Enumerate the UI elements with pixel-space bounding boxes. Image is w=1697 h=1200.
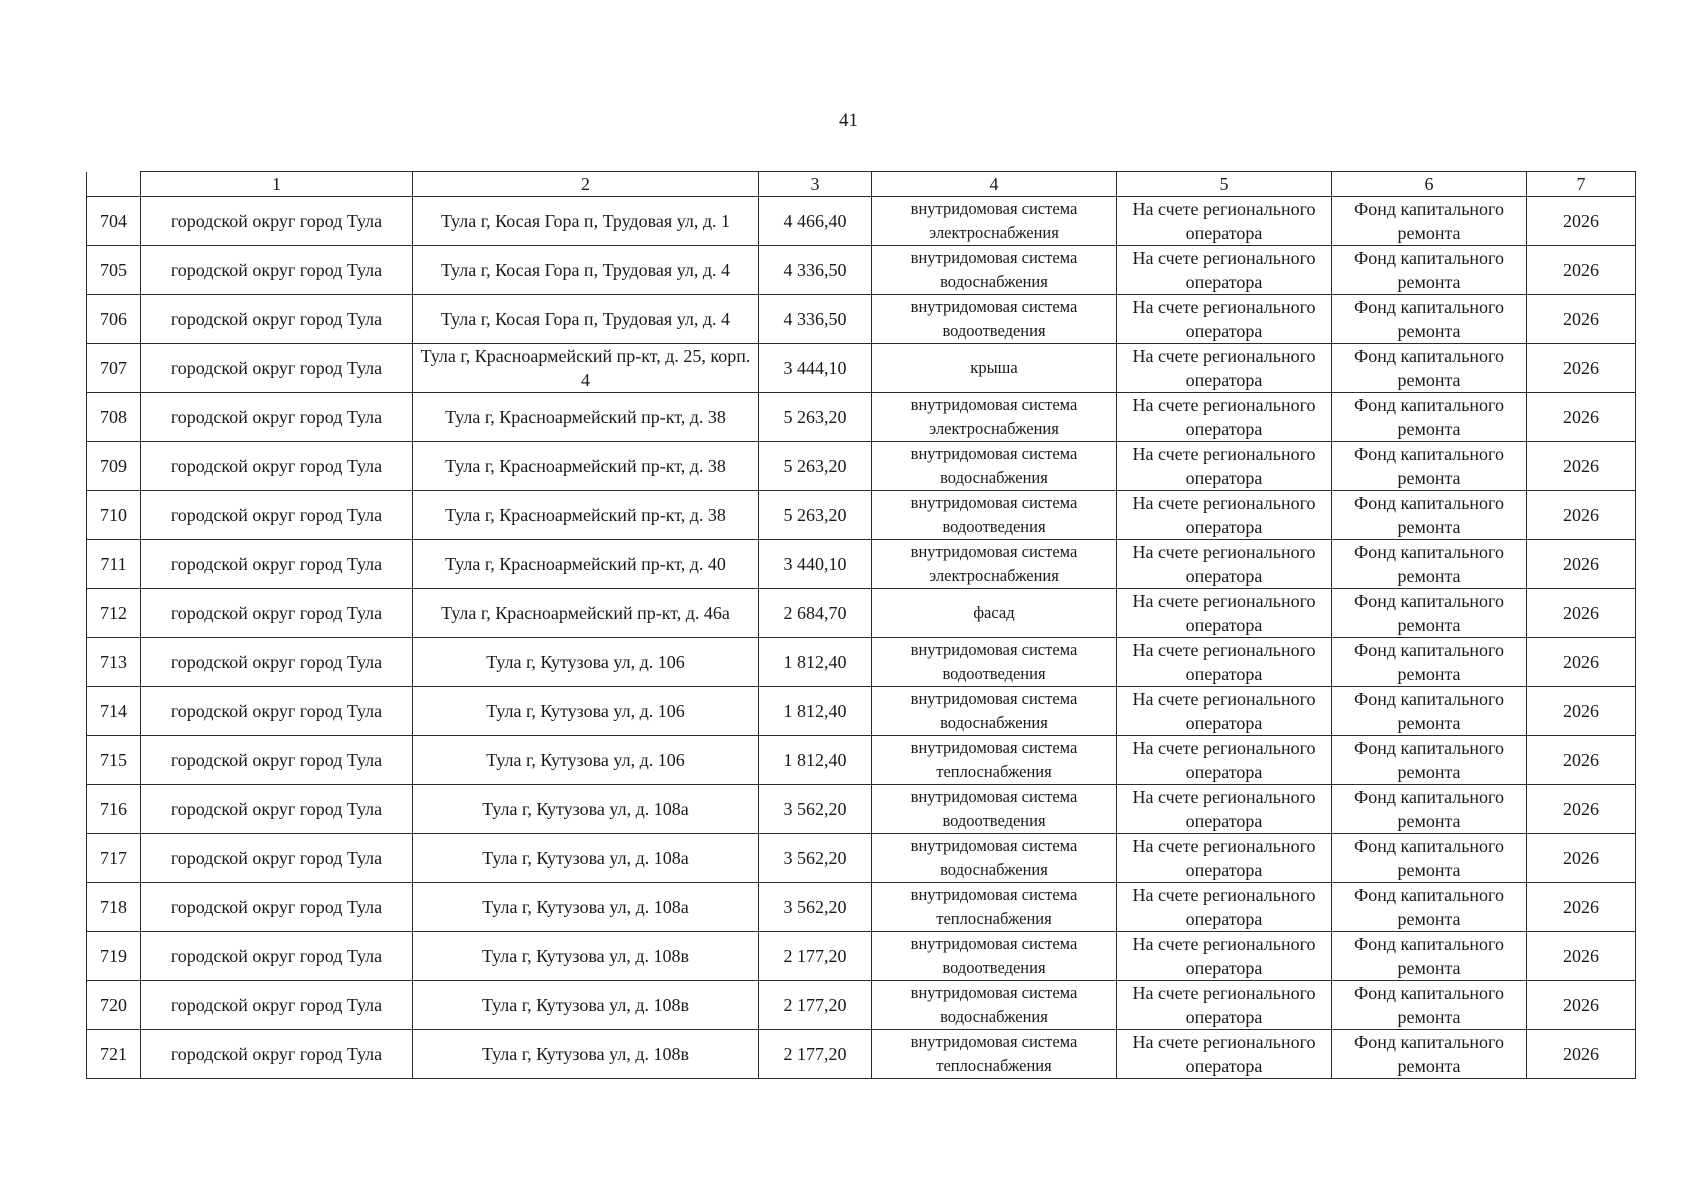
financing-source-cell: Фонд капитального ремонта xyxy=(1332,736,1527,785)
table-row xyxy=(87,834,1636,883)
column-number-4: 4 xyxy=(872,172,1117,197)
address-cell: Тула г, Кутузова ул, д. 106 xyxy=(413,638,759,687)
row-number-cell: 716 xyxy=(87,785,141,834)
area-cell: 1 812,40 xyxy=(759,736,872,785)
work-type-cell: внутридомовая система водоснабжения xyxy=(872,687,1117,736)
page-number: 41 xyxy=(839,110,858,131)
row-number-cell: 709 xyxy=(87,442,141,491)
row-number-cell: 712 xyxy=(87,589,141,638)
table-row xyxy=(87,344,1636,393)
address-cell: Тула г, Кутузова ул, д. 108а xyxy=(413,834,759,883)
table-row xyxy=(87,197,1636,246)
area-cell: 3 562,20 xyxy=(759,834,872,883)
municipality-cell: городской округ город Тула xyxy=(141,736,413,785)
table-row xyxy=(87,883,1636,932)
fund-method-cell: На счете регионального оператора xyxy=(1117,687,1332,736)
fund-method-cell: На счете регионального оператора xyxy=(1117,638,1332,687)
area-cell: 4 336,50 xyxy=(759,295,872,344)
area-cell: 3 562,20 xyxy=(759,883,872,932)
financing-source-cell: Фонд капитального ремонта xyxy=(1332,540,1527,589)
area-cell: 4 466,40 xyxy=(759,197,872,246)
row-number-cell: 715 xyxy=(87,736,141,785)
column-number-blank xyxy=(87,172,141,197)
financing-source-cell: Фонд капитального ремонта xyxy=(1332,295,1527,344)
address-cell: Тула г, Кутузова ул, д. 108в xyxy=(413,932,759,981)
municipality-cell: городской округ город Тула xyxy=(141,981,413,1030)
row-number-cell: 720 xyxy=(87,981,141,1030)
year-cell: 2026 xyxy=(1527,932,1636,981)
address-cell: Тула г, Кутузова ул, д. 108в xyxy=(413,981,759,1030)
work-type-cell: внутридомовая система водоотведения xyxy=(872,932,1117,981)
work-type-cell: внутридомовая система теплоснабжения xyxy=(872,736,1117,785)
financing-source-cell: Фонд капитального ремонта xyxy=(1332,834,1527,883)
area-cell: 3 440,10 xyxy=(759,540,872,589)
column-number-7: 7 xyxy=(1527,172,1636,197)
financing-source-cell: Фонд капитального ремонта xyxy=(1332,442,1527,491)
municipality-cell: городской округ город Тула xyxy=(141,442,413,491)
municipality-cell: городской округ город Тула xyxy=(141,1030,413,1079)
municipality-cell: городской округ город Тула xyxy=(141,197,413,246)
year-cell: 2026 xyxy=(1527,246,1636,295)
row-number-cell: 704 xyxy=(87,197,141,246)
table-body xyxy=(87,197,1636,1079)
financing-source-cell: Фонд капитального ремонта xyxy=(1332,344,1527,393)
municipality-cell: городской округ город Тула xyxy=(141,344,413,393)
column-number-6: 6 xyxy=(1332,172,1527,197)
year-cell: 2026 xyxy=(1527,540,1636,589)
work-type-cell: внутридомовая система водоснабжения xyxy=(872,442,1117,491)
address-cell: Тула г, Красноармейский пр-кт, д. 38 xyxy=(413,393,759,442)
year-cell: 2026 xyxy=(1527,295,1636,344)
financing-source-cell: Фонд капитального ремонта xyxy=(1332,687,1527,736)
area-cell: 4 336,50 xyxy=(759,246,872,295)
area-cell: 1 812,40 xyxy=(759,638,872,687)
financing-source-cell: Фонд капитального ремонта xyxy=(1332,883,1527,932)
fund-method-cell: На счете регионального оператора xyxy=(1117,197,1332,246)
fund-method-cell: На счете регионального оператора xyxy=(1117,981,1332,1030)
year-cell: 2026 xyxy=(1527,687,1636,736)
financing-source-cell: Фонд капитального ремонта xyxy=(1332,589,1527,638)
work-type-cell: фасад xyxy=(872,589,1117,638)
fund-method-cell: На счете регионального оператора xyxy=(1117,589,1332,638)
address-cell: Тула г, Красноармейский пр-кт, д. 46а xyxy=(413,589,759,638)
year-cell: 2026 xyxy=(1527,883,1636,932)
year-cell: 2026 xyxy=(1527,834,1636,883)
year-cell: 2026 xyxy=(1527,638,1636,687)
area-cell: 2 177,20 xyxy=(759,981,872,1030)
address-cell: Тула г, Кутузова ул, д. 108а xyxy=(413,785,759,834)
column-number-2: 2 xyxy=(413,172,759,197)
fund-method-cell: На счете регионального оператора xyxy=(1117,785,1332,834)
work-type-cell: внутридомовая система электроснабжения xyxy=(872,197,1117,246)
row-number-cell: 718 xyxy=(87,883,141,932)
address-cell: Тула г, Косая Гора п, Трудовая ул, д. 4 xyxy=(413,246,759,295)
financing-source-cell: Фонд капитального ремонта xyxy=(1332,785,1527,834)
municipality-cell: городской округ город Тула xyxy=(141,687,413,736)
address-cell: Тула г, Кутузова ул, д. 108в xyxy=(413,1030,759,1079)
register-table xyxy=(86,171,1636,1079)
table-row xyxy=(87,1030,1636,1079)
table-row xyxy=(87,687,1636,736)
area-cell: 3 444,10 xyxy=(759,344,872,393)
address-cell: Тула г, Косая Гора п, Трудовая ул, д. 1 xyxy=(413,197,759,246)
column-number-row xyxy=(87,172,1636,197)
area-cell: 5 263,20 xyxy=(759,393,872,442)
fund-method-cell: На счете регионального оператора xyxy=(1117,932,1332,981)
financing-source-cell: Фонд капитального ремонта xyxy=(1332,197,1527,246)
row-number-cell: 705 xyxy=(87,246,141,295)
column-number-5: 5 xyxy=(1117,172,1332,197)
work-type-cell: внутридомовая система теплоснабжения xyxy=(872,883,1117,932)
fund-method-cell: На счете регионального оператора xyxy=(1117,344,1332,393)
table-row xyxy=(87,393,1636,442)
address-cell: Тула г, Косая Гора п, Трудовая ул, д. 4 xyxy=(413,295,759,344)
work-type-cell: внутридомовая система водоотведения xyxy=(872,295,1117,344)
financing-source-cell: Фонд капитального ремонта xyxy=(1332,393,1527,442)
municipality-cell: городской округ город Тула xyxy=(141,589,413,638)
row-number-cell: 719 xyxy=(87,932,141,981)
work-type-cell: крыша xyxy=(872,344,1117,393)
municipality-cell: городской округ город Тула xyxy=(141,246,413,295)
row-number-cell: 708 xyxy=(87,393,141,442)
table-row xyxy=(87,442,1636,491)
fund-method-cell: На счете регионального оператора xyxy=(1117,1030,1332,1079)
financing-source-cell: Фонд капитального ремонта xyxy=(1332,932,1527,981)
table-row xyxy=(87,785,1636,834)
year-cell: 2026 xyxy=(1527,736,1636,785)
financing-source-cell: Фонд капитального ремонта xyxy=(1332,491,1527,540)
financing-source-cell: Фонд капитального ремонта xyxy=(1332,981,1527,1030)
year-cell: 2026 xyxy=(1527,442,1636,491)
area-cell: 5 263,20 xyxy=(759,442,872,491)
column-number-3: 3 xyxy=(759,172,872,197)
year-cell: 2026 xyxy=(1527,1030,1636,1079)
financing-source-cell: Фонд капитального ремонта xyxy=(1332,246,1527,295)
municipality-cell: городской округ город Тула xyxy=(141,883,413,932)
municipality-cell: городской округ город Тула xyxy=(141,638,413,687)
area-cell: 3 562,20 xyxy=(759,785,872,834)
area-cell: 5 263,20 xyxy=(759,491,872,540)
area-cell: 2 684,70 xyxy=(759,589,872,638)
year-cell: 2026 xyxy=(1527,981,1636,1030)
fund-method-cell: На счете регионального оператора xyxy=(1117,491,1332,540)
municipality-cell: городской округ город Тула xyxy=(141,295,413,344)
fund-method-cell: На счете регионального оператора xyxy=(1117,736,1332,785)
work-type-cell: внутридомовая система водоотведения xyxy=(872,785,1117,834)
year-cell: 2026 xyxy=(1527,197,1636,246)
row-number-cell: 714 xyxy=(87,687,141,736)
financing-source-cell: Фонд капитального ремонта xyxy=(1332,638,1527,687)
address-cell: Тула г, Красноармейский пр-кт, д. 25, корп. 4 xyxy=(413,344,759,393)
year-cell: 2026 xyxy=(1527,589,1636,638)
fund-method-cell: На счете регионального оператора xyxy=(1117,393,1332,442)
work-type-cell: внутридомовая система водоснабжения xyxy=(872,246,1117,295)
table-row xyxy=(87,491,1636,540)
year-cell: 2026 xyxy=(1527,491,1636,540)
table-row xyxy=(87,981,1636,1030)
area-cell: 2 177,20 xyxy=(759,1030,872,1079)
work-type-cell: внутридомовая система теплоснабжения xyxy=(872,1030,1117,1079)
fund-method-cell: На счете регионального оператора xyxy=(1117,246,1332,295)
work-type-cell: внутридомовая система водоотведения xyxy=(872,638,1117,687)
fund-method-cell: На счете регионального оператора xyxy=(1117,883,1332,932)
table-row xyxy=(87,540,1636,589)
table-row xyxy=(87,589,1636,638)
work-type-cell: внутридомовая система водоотведения xyxy=(872,491,1117,540)
row-number-cell: 717 xyxy=(87,834,141,883)
area-cell: 2 177,20 xyxy=(759,932,872,981)
year-cell: 2026 xyxy=(1527,785,1636,834)
address-cell: Тула г, Красноармейский пр-кт, д. 40 xyxy=(413,540,759,589)
fund-method-cell: На счете регионального оператора xyxy=(1117,442,1332,491)
work-type-cell: внутридомовая система электроснабжения xyxy=(872,540,1117,589)
work-type-cell: внутридомовая система водоснабжения xyxy=(872,981,1117,1030)
municipality-cell: городской округ город Тула xyxy=(141,834,413,883)
financing-source-cell: Фонд капитального ремонта xyxy=(1332,1030,1527,1079)
table-row xyxy=(87,932,1636,981)
fund-method-cell: На счете регионального оператора xyxy=(1117,295,1332,344)
area-cell: 1 812,40 xyxy=(759,687,872,736)
table-row xyxy=(87,736,1636,785)
municipality-cell: городской округ город Тула xyxy=(141,932,413,981)
work-type-cell: внутридомовая система водоснабжения xyxy=(872,834,1117,883)
row-number-cell: 721 xyxy=(87,1030,141,1079)
municipality-cell: городской округ город Тула xyxy=(141,540,413,589)
year-cell: 2026 xyxy=(1527,344,1636,393)
municipality-cell: городской округ город Тула xyxy=(141,393,413,442)
row-number-cell: 706 xyxy=(87,295,141,344)
fund-method-cell: На счете регионального оператора xyxy=(1117,834,1332,883)
row-number-cell: 713 xyxy=(87,638,141,687)
fund-method-cell: На счете регионального оператора xyxy=(1117,540,1332,589)
column-number-1: 1 xyxy=(141,172,413,197)
year-cell: 2026 xyxy=(1527,393,1636,442)
municipality-cell: городской округ город Тула xyxy=(141,785,413,834)
row-number-cell: 710 xyxy=(87,491,141,540)
row-number-cell: 711 xyxy=(87,540,141,589)
address-cell: Тула г, Кутузова ул, д. 108а xyxy=(413,883,759,932)
address-cell: Тула г, Кутузова ул, д. 106 xyxy=(413,736,759,785)
municipality-cell: городской округ город Тула xyxy=(141,491,413,540)
address-cell: Тула г, Красноармейский пр-кт, д. 38 xyxy=(413,491,759,540)
table-row xyxy=(87,638,1636,687)
address-cell: Тула г, Красноармейский пр-кт, д. 38 xyxy=(413,442,759,491)
work-type-cell: внутридомовая система электроснабжения xyxy=(872,393,1117,442)
table-row xyxy=(87,246,1636,295)
row-number-cell: 707 xyxy=(87,344,141,393)
table-row xyxy=(87,295,1636,344)
address-cell: Тула г, Кутузова ул, д. 106 xyxy=(413,687,759,736)
